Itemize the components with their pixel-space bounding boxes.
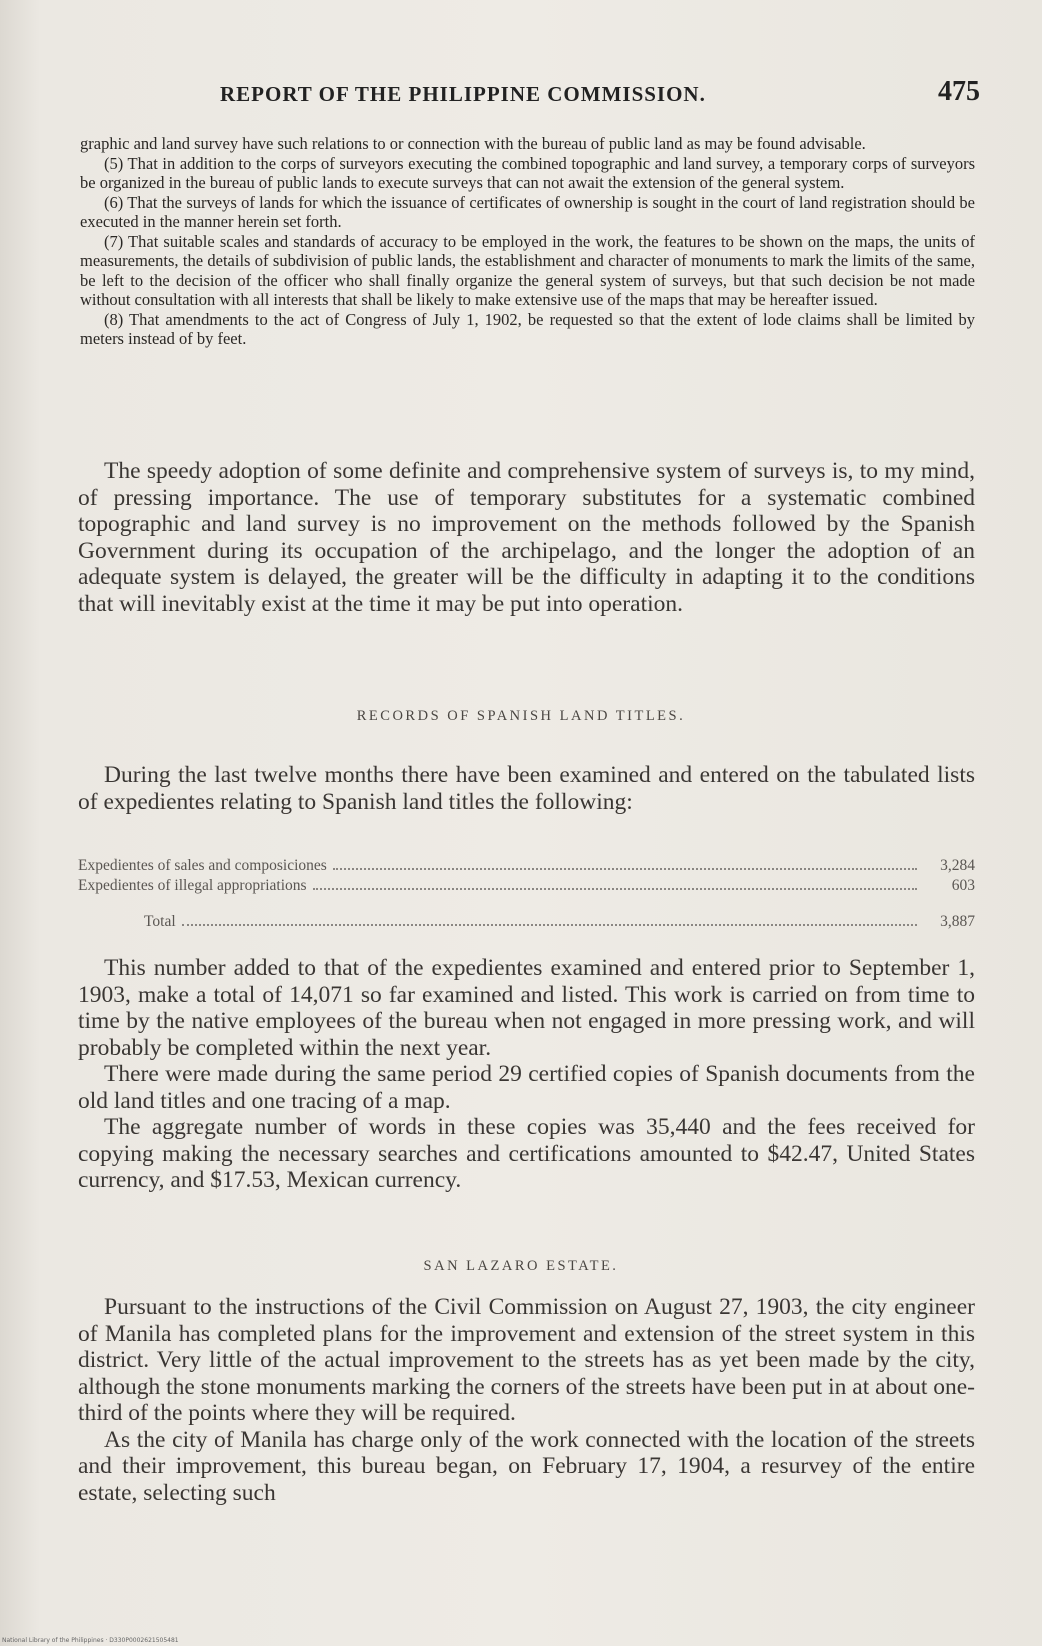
row-label: Expedientes of sales and composiciones bbox=[78, 857, 327, 874]
estate-plans-paragraph: Pursuant to the instructions of the Civil Commission on August 27, 1903, the city engineer of Manila has completed plans for the improvement and extension of the street system in this district. Very little of the actual improvement to the streets has as yet been made by the city, although the stone monuments marking the corners of the streets have been put in at about one-third of the points where they will be required. bbox=[78, 1294, 975, 1426]
running-title: REPORT OF THE PHILIPPINE COMMISSION. bbox=[220, 82, 706, 106]
page-header bbox=[220, 74, 980, 114]
fees-paragraph: The aggregate number of words in these copies was 35,440 and the fees received for copying making the necessary searches and certifications amounted to $42.47, United States currency, and $17.53, Mexican currency. bbox=[78, 1114, 975, 1193]
leader-dots bbox=[313, 888, 917, 890]
table-row bbox=[78, 855, 975, 875]
recommendation-6: (6) That the surveys of lands for which the issuance of certificates of ownership is sought in the court of land registration should be executed in the manner herein set forth. bbox=[80, 192, 975, 231]
recommendation-5: (5) That in addition to the corps of surveyors executing the combined topographic and land survey, a temporary corps of surveyors be organized in the bureau of public lands to execute surveys that can not await the extension of the general system. bbox=[80, 153, 975, 192]
section-heading-estate: SAN LAZARO ESTATE. bbox=[423, 1258, 619, 1274]
records-paragraph: During the last twelve months there have been examined and entered on the tabulated lists of expedientes relating to Spanish land titles the following: bbox=[78, 762, 975, 815]
expedientes-table bbox=[78, 855, 975, 931]
certified-copies-paragraph: There were made during the same period 29 certified copies of Spanish documents from the old land titles and one tracing of a map. bbox=[78, 1061, 975, 1114]
total-examined-paragraph: This number added to that of the expedientes examined and entered prior to September 1, 1903, make a total of 14,071 so far examined and listed. This work is carried on from time to time by the native employees of the bureau when not engaged in more pressing work, and will probably be completed within the next year. bbox=[78, 955, 975, 1061]
estate-resurvey-paragraph: As the city of Manila has charge only of the work connected with the location of the streets and their improvement, this bureau began, on February 17, 1904, a resurvey of the entire estate, selecting such bbox=[78, 1426, 975, 1506]
adoption-paragraph: The speedy adoption of some definite and comprehensive system of surveys is, to my mind, of pressing importance. The use of temporary substitutes for a systematic combined topographic and land survey is no improvement on the methods followed by the Spanish Government during its occupation of the archipelago, and the longer the adoption of an adequate system is delayed, the greater will be the difficulty in adapting it to the conditions that will inevitably exist at the time it may be put into operation. bbox=[78, 458, 975, 617]
total-label: Total bbox=[144, 913, 176, 930]
records-section bbox=[78, 762, 975, 815]
recommendations-block bbox=[80, 134, 975, 349]
records-continued-section bbox=[78, 955, 975, 1194]
row-value: 603 bbox=[951, 877, 975, 894]
row-label: Expedientes of illegal appropriations bbox=[78, 877, 307, 894]
recommendation-continuation: graphic and land survey have such relations to or connection with the bureau of public land as may be found advisable. bbox=[80, 134, 866, 153]
table-row bbox=[78, 875, 975, 895]
scan-footer: National Library of the Philippines · D330P0002621505481 bbox=[2, 1637, 179, 1644]
page-number: 475 bbox=[938, 76, 980, 107]
row-value: 3,284 bbox=[940, 857, 975, 874]
recommendation-7: (7) That suitable scales and standards of accuracy to be employed in the work, the features to be shown on the maps, the units of measurements, the details of subdivision of public lands, the establishment and character of monuments to mark the limits of the same, be left to the decision of the officer who shall finally organize the general system of surveys, but that such decision be not made without consultation with all interests that shall be likely to make extensive use of the maps that may be hereafter issued. bbox=[80, 231, 975, 309]
adoption-section bbox=[78, 458, 975, 617]
table-total-row bbox=[78, 911, 975, 931]
total-value: 3,887 bbox=[940, 913, 975, 930]
leader-dots bbox=[333, 868, 917, 870]
leader-dots bbox=[182, 924, 917, 926]
estate-section bbox=[78, 1294, 975, 1506]
section-heading-records: RECORDS OF SPANISH LAND TITLES. bbox=[356, 708, 686, 724]
recommendation-8: (8) That amendments to the act of Congress of July 1, 1902, be requested so that the extent of lode claims shall be limited by meters instead of by feet. bbox=[80, 309, 975, 348]
